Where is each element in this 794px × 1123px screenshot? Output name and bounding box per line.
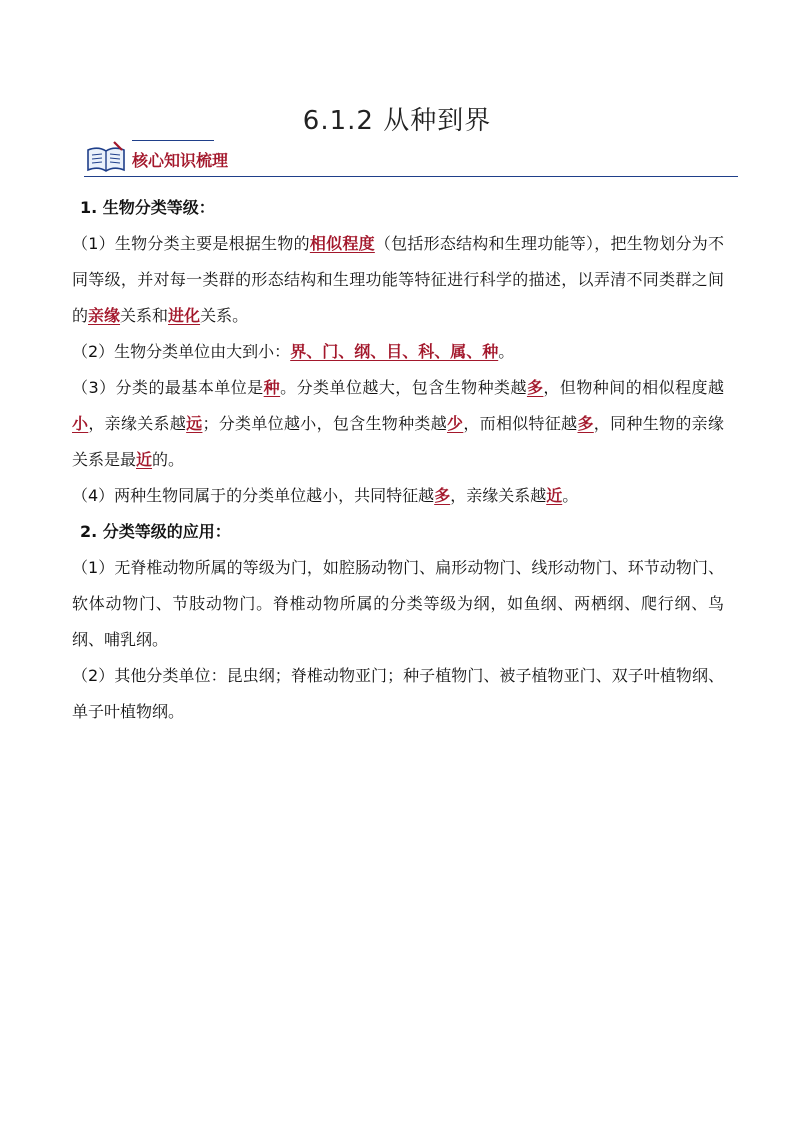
paragraph: [72, 658, 724, 730]
highlighted-term: 种: [263, 378, 281, 397]
content-body: [72, 190, 724, 730]
text-run: ，而相似特征越: [463, 414, 578, 433]
text-run: （2）其他分类单位：昆虫纲；脊椎动物亚门；种子植物门、被子植物亚门、双子叶植物纲、单子叶植物纲。: [72, 666, 724, 721]
text-run: （4）两种生物同属于的分类单位越小，共同特征越: [72, 486, 435, 505]
highlighted-term: 界、门、纲、目、科、属、种: [290, 342, 499, 361]
text-run: ；分类单位越小，包含生物种类越: [202, 414, 448, 433]
paragraph: [72, 370, 724, 478]
text-run: ，亲缘关系越: [450, 486, 547, 505]
text-run: ，亲缘关系越: [88, 414, 187, 433]
section-heading: 1. 生物分类等级：: [80, 198, 215, 217]
section-top-rule: [132, 140, 214, 141]
highlighted-term: 远: [186, 414, 203, 433]
highlighted-term: 多: [434, 486, 451, 505]
text-run: （包括形态结构和生理功能等），把生物划分为不同等级，并对每一类群的形态结构和生理功能等特征进行科学的描述，以弄清不同类群之间的: [72, 234, 724, 325]
section-label: 核心知识梳理: [132, 151, 229, 170]
text-run: 关系和: [120, 306, 169, 325]
paragraph: [72, 334, 724, 370]
text-run: （2）生物分类单位由大到小：: [72, 342, 291, 361]
highlighted-term: 多: [577, 414, 594, 433]
highlighted-term: 小: [72, 414, 89, 433]
text-run: ，同种生物的亲缘关系是最: [72, 414, 724, 469]
highlighted-term: 近: [546, 486, 563, 505]
paragraph: [72, 550, 724, 658]
section-heading: 2. 分类等级的应用：: [80, 522, 231, 541]
highlighted-term: 亲缘: [88, 306, 121, 325]
section-underline: [84, 176, 738, 177]
text-run: 的。: [152, 450, 185, 469]
text-run: （1）无脊椎动物所属的等级为门，如腔肠动物门、扁形动物门、线形动物门、环节动物门、软体动物门、节肢动物门。脊椎动物所属的分类等级为纲，如鱼纲、两栖纲、爬行纲、鸟纲、哺乳纲。: [72, 558, 724, 649]
paragraph: [72, 226, 724, 334]
highlighted-term: 相似程度: [309, 234, 375, 253]
text-run: 。: [562, 486, 579, 505]
text-run: 。分类单位越大，包含生物种类越: [280, 378, 527, 397]
highlighted-term: 少: [447, 414, 464, 433]
section-header: [84, 136, 738, 180]
page-title: 6.1.2 从种到界: [302, 106, 492, 136]
text-run: 。: [498, 342, 515, 361]
highlighted-term: 多: [526, 378, 544, 397]
text-run: （3）分类的最基本单位是: [72, 378, 264, 397]
text-run: ，但物种间的相似程度越: [543, 378, 724, 397]
text-run: （1）生物分类主要是根据生物的: [72, 234, 310, 253]
text-run: 关系。: [200, 306, 249, 325]
paragraph: [72, 478, 724, 514]
book-icon: [84, 140, 128, 176]
highlighted-term: 近: [136, 450, 153, 469]
highlighted-term: 进化: [168, 306, 201, 325]
